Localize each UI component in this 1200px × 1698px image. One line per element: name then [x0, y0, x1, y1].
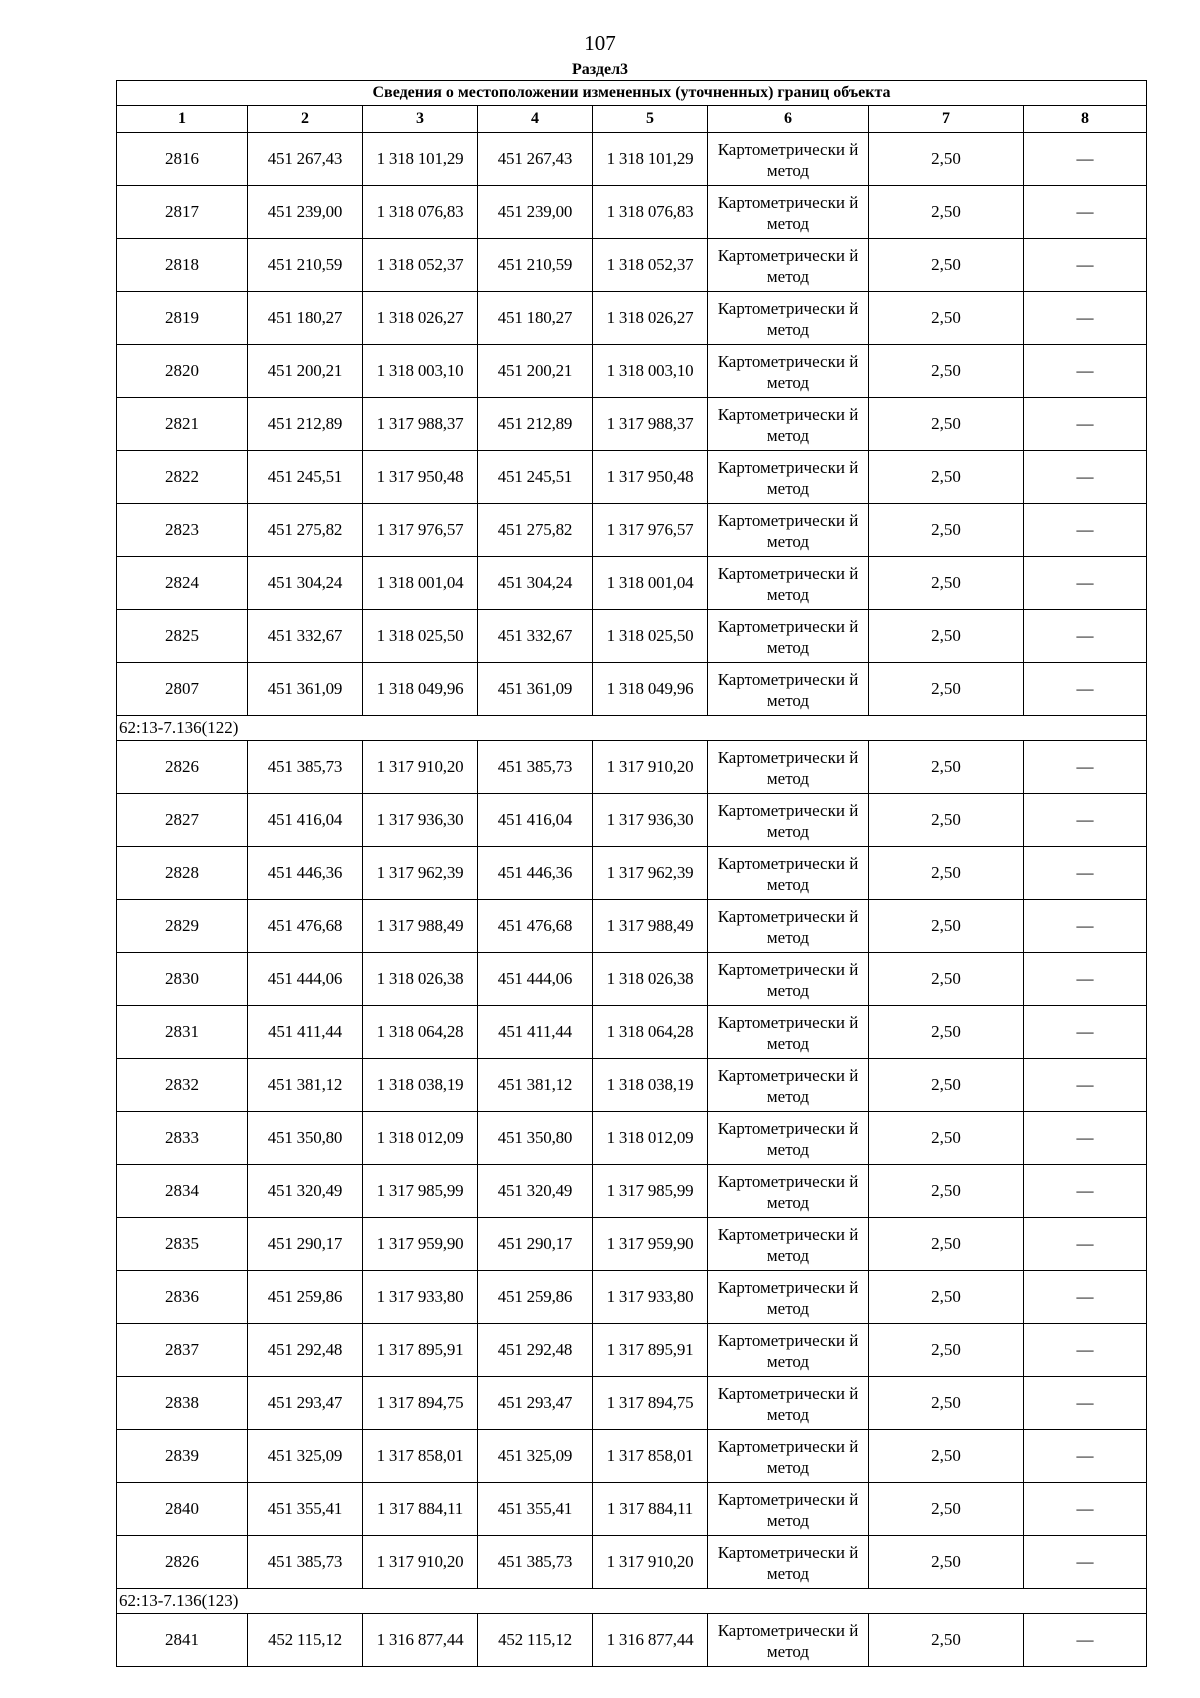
y-new-cell: 1 317 936,30: [593, 794, 708, 847]
accuracy-cell: 2,50: [869, 900, 1024, 953]
y-new-cell: 1 317 950,48: [593, 451, 708, 504]
table-row: [117, 133, 1147, 186]
accuracy-cell: 2,50: [869, 504, 1024, 557]
point-number-cell: 2822: [117, 451, 248, 504]
y-old-cell: 1 318 025,50: [363, 610, 478, 663]
x-old-cell: 451 385,73: [248, 1536, 363, 1589]
point-number-cell: 2823: [117, 504, 248, 557]
x-new-cell: 451 361,09: [478, 663, 593, 716]
x-new-cell: 451 275,82: [478, 504, 593, 557]
method-cell: Картометрически й метод: [708, 900, 869, 953]
table-row: [117, 900, 1147, 953]
method-cell: Картометрически й метод: [708, 292, 869, 345]
y-old-cell: 1 317 950,48: [363, 451, 478, 504]
y-new-cell: 1 317 962,39: [593, 847, 708, 900]
x-old-cell: 451 239,00: [248, 186, 363, 239]
table-row: [117, 186, 1147, 239]
y-new-cell: 1 318 025,50: [593, 610, 708, 663]
description-cell: —: [1024, 292, 1147, 345]
accuracy-cell: 2,50: [869, 557, 1024, 610]
x-new-cell: 451 210,59: [478, 239, 593, 292]
point-number-cell: 2839: [117, 1430, 248, 1483]
method-cell: Картометрически й метод: [708, 398, 869, 451]
accuracy-cell: 2,50: [869, 1430, 1024, 1483]
column-number: 8: [1024, 106, 1147, 133]
page-number: 107: [584, 31, 616, 55]
method-cell: Картометрически й метод: [708, 794, 869, 847]
y-old-cell: 1 317 959,90: [363, 1218, 478, 1271]
accuracy-cell: 2,50: [869, 1483, 1024, 1536]
description-cell: —: [1024, 847, 1147, 900]
y-new-cell: 1 318 038,19: [593, 1059, 708, 1112]
x-new-cell: 451 411,44: [478, 1006, 593, 1059]
table-row: [117, 1324, 1147, 1377]
table-row: [117, 345, 1147, 398]
y-old-cell: 1 317 962,39: [363, 847, 478, 900]
x-new-cell: 451 332,67: [478, 610, 593, 663]
accuracy-cell: 2,50: [869, 794, 1024, 847]
table-row: [117, 1536, 1147, 1589]
y-old-cell: 1 317 933,80: [363, 1271, 478, 1324]
point-number-cell: 2827: [117, 794, 248, 847]
y-new-cell: 1 317 884,11: [593, 1483, 708, 1536]
description-cell: —: [1024, 1377, 1147, 1430]
point-number-cell: 2840: [117, 1483, 248, 1536]
table-row: [117, 847, 1147, 900]
y-old-cell: 1 317 936,30: [363, 794, 478, 847]
y-old-cell: 1 318 026,38: [363, 953, 478, 1006]
x-new-cell: 451 355,41: [478, 1483, 593, 1536]
y-old-cell: 1 316 877,44: [363, 1614, 478, 1667]
y-new-cell: 1 317 959,90: [593, 1218, 708, 1271]
x-new-cell: 451 325,09: [478, 1430, 593, 1483]
point-number-cell: 2833: [117, 1112, 248, 1165]
description-cell: —: [1024, 1271, 1147, 1324]
y-new-cell: 1 318 076,83: [593, 186, 708, 239]
x-new-cell: 451 292,48: [478, 1324, 593, 1377]
point-number-cell: 2820: [117, 345, 248, 398]
table-row: [117, 557, 1147, 610]
description-cell: —: [1024, 451, 1147, 504]
point-number-cell: 2825: [117, 610, 248, 663]
method-cell: Картометрически й метод: [708, 1324, 869, 1377]
x-old-cell: 451 210,59: [248, 239, 363, 292]
description-cell: —: [1024, 239, 1147, 292]
x-old-cell: 451 381,12: [248, 1059, 363, 1112]
x-old-cell: 451 180,27: [248, 292, 363, 345]
description-cell: —: [1024, 610, 1147, 663]
method-cell: Картометрически й метод: [708, 663, 869, 716]
point-number-cell: 2817: [117, 186, 248, 239]
description-cell: —: [1024, 1324, 1147, 1377]
method-cell: Картометрически й метод: [708, 1614, 869, 1667]
method-cell: Картометрически й метод: [708, 133, 869, 186]
method-cell: Картометрически й метод: [708, 451, 869, 504]
x-old-cell: 451 245,51: [248, 451, 363, 504]
y-old-cell: 1 317 988,37: [363, 398, 478, 451]
description-cell: —: [1024, 557, 1147, 610]
method-cell: Картометрически й метод: [708, 1271, 869, 1324]
method-cell: Картометрически й метод: [708, 1483, 869, 1536]
column-number: 3: [363, 106, 478, 133]
y-new-cell: 1 317 985,99: [593, 1165, 708, 1218]
accuracy-cell: 2,50: [869, 741, 1024, 794]
x-new-cell: 451 180,27: [478, 292, 593, 345]
table-caption-row: [117, 81, 1147, 106]
description-cell: —: [1024, 1006, 1147, 1059]
accuracy-cell: 2,50: [869, 133, 1024, 186]
point-number-cell: 2829: [117, 900, 248, 953]
accuracy-cell: 2,50: [869, 1271, 1024, 1324]
column-number: 4: [478, 106, 593, 133]
boundary-coordinates-table: [116, 80, 1147, 1667]
table-row: [117, 239, 1147, 292]
x-new-cell: 451 267,43: [478, 133, 593, 186]
description-cell: —: [1024, 1165, 1147, 1218]
description-cell: —: [1024, 133, 1147, 186]
table-row: [117, 1165, 1147, 1218]
table-body: [117, 133, 1147, 1667]
x-old-cell: 451 259,86: [248, 1271, 363, 1324]
y-new-cell: 1 318 049,96: [593, 663, 708, 716]
table-row: [117, 1112, 1147, 1165]
y-old-cell: 1 317 858,01: [363, 1430, 478, 1483]
table-row: [117, 1218, 1147, 1271]
y-new-cell: 1 318 001,04: [593, 557, 708, 610]
y-old-cell: 1 318 003,10: [363, 345, 478, 398]
y-old-cell: 1 318 076,83: [363, 186, 478, 239]
x-old-cell: 451 304,24: [248, 557, 363, 610]
point-number-cell: 2826: [117, 1536, 248, 1589]
x-new-cell: 451 476,68: [478, 900, 593, 953]
y-old-cell: 1 318 049,96: [363, 663, 478, 716]
description-cell: —: [1024, 1483, 1147, 1536]
table-row: [117, 398, 1147, 451]
x-new-cell: 451 320,49: [478, 1165, 593, 1218]
y-new-cell: 1 318 026,38: [593, 953, 708, 1006]
y-old-cell: 1 317 895,91: [363, 1324, 478, 1377]
y-old-cell: 1 317 894,75: [363, 1377, 478, 1430]
x-old-cell: 451 476,68: [248, 900, 363, 953]
y-new-cell: 1 317 976,57: [593, 504, 708, 557]
method-cell: Картометрически й метод: [708, 953, 869, 1006]
y-new-cell: 1 318 012,09: [593, 1112, 708, 1165]
y-old-cell: 1 318 101,29: [363, 133, 478, 186]
method-cell: Картометрически й метод: [708, 1377, 869, 1430]
description-cell: —: [1024, 504, 1147, 557]
x-new-cell: 451 212,89: [478, 398, 593, 451]
x-new-cell: 451 385,73: [478, 741, 593, 794]
point-number-cell: 2832: [117, 1059, 248, 1112]
y-old-cell: 1 317 976,57: [363, 504, 478, 557]
accuracy-cell: 2,50: [869, 847, 1024, 900]
x-new-cell: 451 239,00: [478, 186, 593, 239]
description-cell: —: [1024, 186, 1147, 239]
accuracy-cell: 2,50: [869, 1006, 1024, 1059]
point-number-cell: 2836: [117, 1271, 248, 1324]
x-old-cell: 451 416,04: [248, 794, 363, 847]
accuracy-cell: 2,50: [869, 398, 1024, 451]
x-new-cell: 451 381,12: [478, 1059, 593, 1112]
method-cell: Картометрически й метод: [708, 1006, 869, 1059]
x-old-cell: 452 115,12: [248, 1614, 363, 1667]
x-old-cell: 451 411,44: [248, 1006, 363, 1059]
x-old-cell: 451 444,06: [248, 953, 363, 1006]
column-number: 2: [248, 106, 363, 133]
y-old-cell: 1 318 064,28: [363, 1006, 478, 1059]
x-old-cell: 451 325,09: [248, 1430, 363, 1483]
method-cell: Картометрически й метод: [708, 557, 869, 610]
point-number-cell: 2841: [117, 1614, 248, 1667]
section-title: Раздел3: [571, 61, 629, 78]
y-new-cell: 1 317 933,80: [593, 1271, 708, 1324]
x-old-cell: 451 385,73: [248, 741, 363, 794]
x-new-cell: 451 304,24: [478, 557, 593, 610]
y-old-cell: 1 317 910,20: [363, 741, 478, 794]
x-new-cell: 452 115,12: [478, 1614, 593, 1667]
x-new-cell: 451 350,80: [478, 1112, 593, 1165]
x-old-cell: 451 200,21: [248, 345, 363, 398]
point-number-cell: 2816: [117, 133, 248, 186]
method-cell: Картометрически й метод: [708, 239, 869, 292]
table-row: [117, 1271, 1147, 1324]
y-new-cell: 1 317 988,37: [593, 398, 708, 451]
y-old-cell: 1 317 910,20: [363, 1536, 478, 1589]
point-number-cell: 2835: [117, 1218, 248, 1271]
x-old-cell: 451 293,47: [248, 1377, 363, 1430]
method-cell: Картометрически й метод: [708, 1430, 869, 1483]
x-old-cell: 451 320,49: [248, 1165, 363, 1218]
table-row: [117, 1006, 1147, 1059]
y-new-cell: 1 318 064,28: [593, 1006, 708, 1059]
x-new-cell: 451 245,51: [478, 451, 593, 504]
y-old-cell: 1 318 052,37: [363, 239, 478, 292]
accuracy-cell: 2,50: [869, 451, 1024, 504]
accuracy-cell: 2,50: [869, 1218, 1024, 1271]
x-new-cell: 451 444,06: [478, 953, 593, 1006]
table-row: [117, 504, 1147, 557]
column-number: 7: [869, 106, 1024, 133]
description-cell: —: [1024, 741, 1147, 794]
point-number-cell: 2819: [117, 292, 248, 345]
x-old-cell: 451 212,89: [248, 398, 363, 451]
accuracy-cell: 2,50: [869, 239, 1024, 292]
x-new-cell: 451 200,21: [478, 345, 593, 398]
y-new-cell: 1 317 858,01: [593, 1430, 708, 1483]
table-row: [117, 451, 1147, 504]
table-row: [117, 1614, 1147, 1667]
description-cell: —: [1024, 1112, 1147, 1165]
x-new-cell: 451 259,86: [478, 1271, 593, 1324]
method-cell: Картометрически й метод: [708, 1218, 869, 1271]
y-new-cell: 1 317 988,49: [593, 900, 708, 953]
method-cell: Картометрически й метод: [708, 345, 869, 398]
x-new-cell: 451 290,17: [478, 1218, 593, 1271]
y-new-cell: 1 318 026,27: [593, 292, 708, 345]
y-old-cell: 1 317 985,99: [363, 1165, 478, 1218]
method-cell: Картометрически й метод: [708, 1112, 869, 1165]
y-old-cell: 1 318 012,09: [363, 1112, 478, 1165]
table-row: [117, 794, 1147, 847]
accuracy-cell: 2,50: [869, 1536, 1024, 1589]
y-old-cell: 1 317 988,49: [363, 900, 478, 953]
description-cell: —: [1024, 663, 1147, 716]
y-old-cell: 1 318 026,27: [363, 292, 478, 345]
group-header-row: [117, 716, 1147, 741]
description-cell: —: [1024, 1430, 1147, 1483]
y-new-cell: 1 317 910,20: [593, 741, 708, 794]
accuracy-cell: 2,50: [869, 1614, 1024, 1667]
x-old-cell: 451 332,67: [248, 610, 363, 663]
table-row: [117, 292, 1147, 345]
method-cell: Картометрически й метод: [708, 741, 869, 794]
y-new-cell: 1 318 052,37: [593, 239, 708, 292]
accuracy-cell: 2,50: [869, 1324, 1024, 1377]
point-number-cell: 2824: [117, 557, 248, 610]
method-cell: Картометрически й метод: [708, 610, 869, 663]
cadastral-number-label: 62:13-7.136(123): [117, 1589, 1147, 1614]
method-cell: Картометрически й метод: [708, 1536, 869, 1589]
x-new-cell: 451 293,47: [478, 1377, 593, 1430]
accuracy-cell: 2,50: [869, 292, 1024, 345]
accuracy-cell: 2,50: [869, 953, 1024, 1006]
description-cell: —: [1024, 1614, 1147, 1667]
x-old-cell: 451 275,82: [248, 504, 363, 557]
method-cell: Картометрически й метод: [708, 504, 869, 557]
method-cell: Картометрически й метод: [708, 1059, 869, 1112]
description-cell: —: [1024, 794, 1147, 847]
point-number-cell: 2828: [117, 847, 248, 900]
x-old-cell: 451 290,17: [248, 1218, 363, 1271]
column-number: 1: [117, 106, 248, 133]
table-row: [117, 1483, 1147, 1536]
accuracy-cell: 2,50: [869, 610, 1024, 663]
description-cell: —: [1024, 1218, 1147, 1271]
y-new-cell: 1 317 895,91: [593, 1324, 708, 1377]
description-cell: —: [1024, 398, 1147, 451]
method-cell: Картометрически й метод: [708, 186, 869, 239]
x-old-cell: 451 446,36: [248, 847, 363, 900]
point-number-cell: 2821: [117, 398, 248, 451]
group-header-row: [117, 1589, 1147, 1614]
column-number: 5: [593, 106, 708, 133]
accuracy-cell: 2,50: [869, 345, 1024, 398]
description-cell: —: [1024, 345, 1147, 398]
table-row: [117, 610, 1147, 663]
accuracy-cell: 2,50: [869, 1112, 1024, 1165]
description-cell: —: [1024, 1059, 1147, 1112]
method-cell: Картометрически й метод: [708, 1165, 869, 1218]
x-old-cell: 451 267,43: [248, 133, 363, 186]
y-new-cell: 1 318 101,29: [593, 133, 708, 186]
x-old-cell: 451 292,48: [248, 1324, 363, 1377]
y-old-cell: 1 318 001,04: [363, 557, 478, 610]
cadastral-number-label: 62:13-7.136(122): [117, 716, 1147, 741]
description-cell: —: [1024, 953, 1147, 1006]
description-cell: —: [1024, 1536, 1147, 1589]
table-row: [117, 663, 1147, 716]
y-old-cell: 1 317 884,11: [363, 1483, 478, 1536]
x-old-cell: 451 350,80: [248, 1112, 363, 1165]
table-row: [117, 1430, 1147, 1483]
method-cell: Картометрически й метод: [708, 847, 869, 900]
point-number-cell: 2838: [117, 1377, 248, 1430]
point-number-cell: 2826: [117, 741, 248, 794]
description-cell: —: [1024, 900, 1147, 953]
table-row: [117, 1059, 1147, 1112]
point-number-cell: 2818: [117, 239, 248, 292]
table-row: [117, 953, 1147, 1006]
x-new-cell: 451 446,36: [478, 847, 593, 900]
column-number-row: [117, 106, 1147, 133]
y-old-cell: 1 318 038,19: [363, 1059, 478, 1112]
table-row: [117, 1377, 1147, 1430]
y-new-cell: 1 317 894,75: [593, 1377, 708, 1430]
column-number: 6: [708, 106, 869, 133]
point-number-cell: 2837: [117, 1324, 248, 1377]
y-new-cell: 1 318 003,10: [593, 345, 708, 398]
x-old-cell: 451 361,09: [248, 663, 363, 716]
accuracy-cell: 2,50: [869, 1165, 1024, 1218]
accuracy-cell: 2,50: [869, 1377, 1024, 1430]
accuracy-cell: 2,50: [869, 1059, 1024, 1112]
point-number-cell: 2830: [117, 953, 248, 1006]
table-row: [117, 741, 1147, 794]
point-number-cell: 2831: [117, 1006, 248, 1059]
y-new-cell: 1 316 877,44: [593, 1614, 708, 1667]
point-number-cell: 2807: [117, 663, 248, 716]
point-number-cell: 2834: [117, 1165, 248, 1218]
x-old-cell: 451 355,41: [248, 1483, 363, 1536]
table-caption: Сведения о местоположении измененных (уточненных) границ объекта: [117, 81, 1147, 106]
y-new-cell: 1 317 910,20: [593, 1536, 708, 1589]
x-new-cell: 451 416,04: [478, 794, 593, 847]
accuracy-cell: 2,50: [869, 663, 1024, 716]
accuracy-cell: 2,50: [869, 186, 1024, 239]
x-new-cell: 451 385,73: [478, 1536, 593, 1589]
